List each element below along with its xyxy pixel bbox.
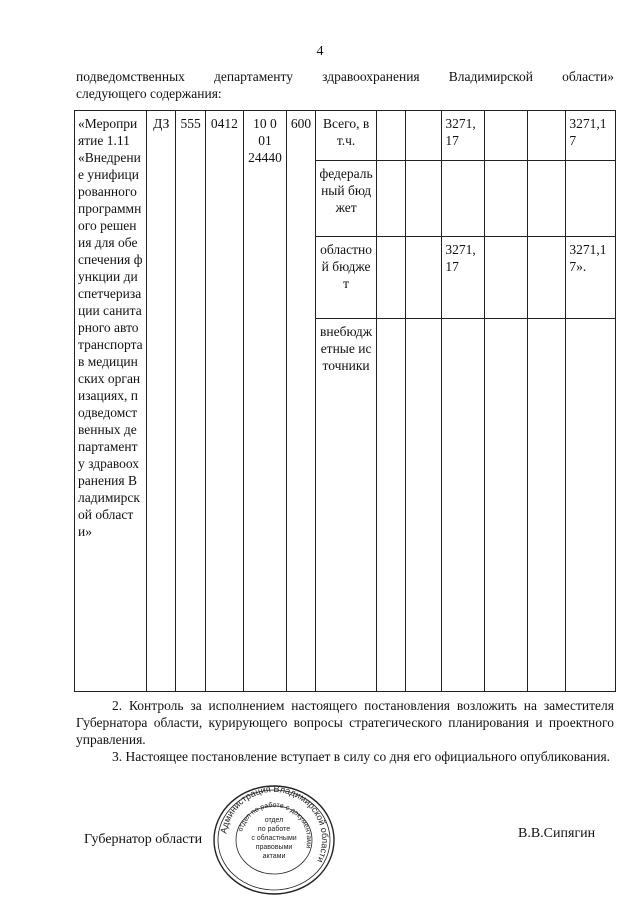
value-cell xyxy=(377,237,406,319)
value-cell xyxy=(406,319,442,692)
source-cell: внебюджетные источники xyxy=(316,319,377,692)
code-cell-1: ДЗ xyxy=(147,111,176,692)
source-cell: Всего, в т.ч. xyxy=(316,111,377,161)
value-cell: 3271,17 xyxy=(442,111,485,161)
value-cell xyxy=(406,237,442,319)
stamp-center-line: с областными xyxy=(251,835,297,842)
total-cell xyxy=(566,161,616,237)
source-cell: областной бюджет xyxy=(316,237,377,319)
stamp-outer-text: Администрация Владимирской области xyxy=(218,784,331,865)
value-cell xyxy=(485,111,528,161)
stamp-center-line: по работе xyxy=(257,826,291,833)
source-cell: федеральный бюджет xyxy=(316,161,377,237)
value-cell xyxy=(406,161,442,237)
intro-line-1: подведомственных департаменту здравоохранения Владимирской области» xyxy=(76,69,614,84)
measure-name-cell: «Мероприятие 1.11 «Внедрение унифицированного программного решения для обеспечения функции диспетчеризации санитарного автотранспорта в медицинских организациях, подведомственных департаменту здравоохранения Владимирской области» xyxy=(75,111,147,692)
paragraph-3-text: 3. Настоящее постановление вступает в силу со дня его официального опубликования. xyxy=(112,749,611,764)
value-cell xyxy=(485,319,528,692)
stamp-center-line: правовыми xyxy=(255,844,293,851)
stamp-center-line: отдел xyxy=(264,817,284,824)
paragraph-2 xyxy=(76,697,614,748)
page-number: 4 xyxy=(316,44,324,59)
value-cell xyxy=(377,111,406,161)
stamp-inner-text: отдел по работе с документами xyxy=(237,801,313,849)
total-cell xyxy=(566,319,616,692)
paragraph-3 xyxy=(76,748,614,765)
governor-label: Губернатор области xyxy=(84,832,203,847)
budget-table xyxy=(74,110,616,692)
table-row xyxy=(75,111,616,161)
value-cell xyxy=(377,161,406,237)
value-cell: 3271,17 xyxy=(442,237,485,319)
value-cell xyxy=(406,111,442,161)
value-cell xyxy=(377,319,406,692)
total-cell: 3271,17». xyxy=(566,237,616,319)
intro-text xyxy=(76,68,614,102)
signature-name: В.В.Сипягин xyxy=(518,826,596,841)
official-stamp xyxy=(206,784,342,896)
value-cell xyxy=(528,237,566,319)
code-cell-3: 0412 xyxy=(205,111,243,692)
value-cell xyxy=(528,111,566,161)
value-cell xyxy=(442,161,485,237)
code-cell-2: 555 xyxy=(176,111,205,692)
value-cell xyxy=(485,237,528,319)
value-cell xyxy=(528,319,566,692)
value-cell xyxy=(528,161,566,237)
value-cell xyxy=(442,319,485,692)
intro-line-2: следующего содержания: xyxy=(76,86,222,101)
value-cell xyxy=(485,161,528,237)
paragraph-2-text: 2. Контроль за исполнением настоящего постановления возложить на заместителя Губернатора области, курирующего вопросы стратегического планирования и проектного управления. xyxy=(76,698,614,747)
total-cell: 3271,17 xyxy=(566,111,616,161)
code-cell-5: 600 xyxy=(286,111,315,692)
code-cell-4: 10 0 01 24440 xyxy=(244,111,287,692)
stamp-center-line: актами xyxy=(262,853,286,860)
